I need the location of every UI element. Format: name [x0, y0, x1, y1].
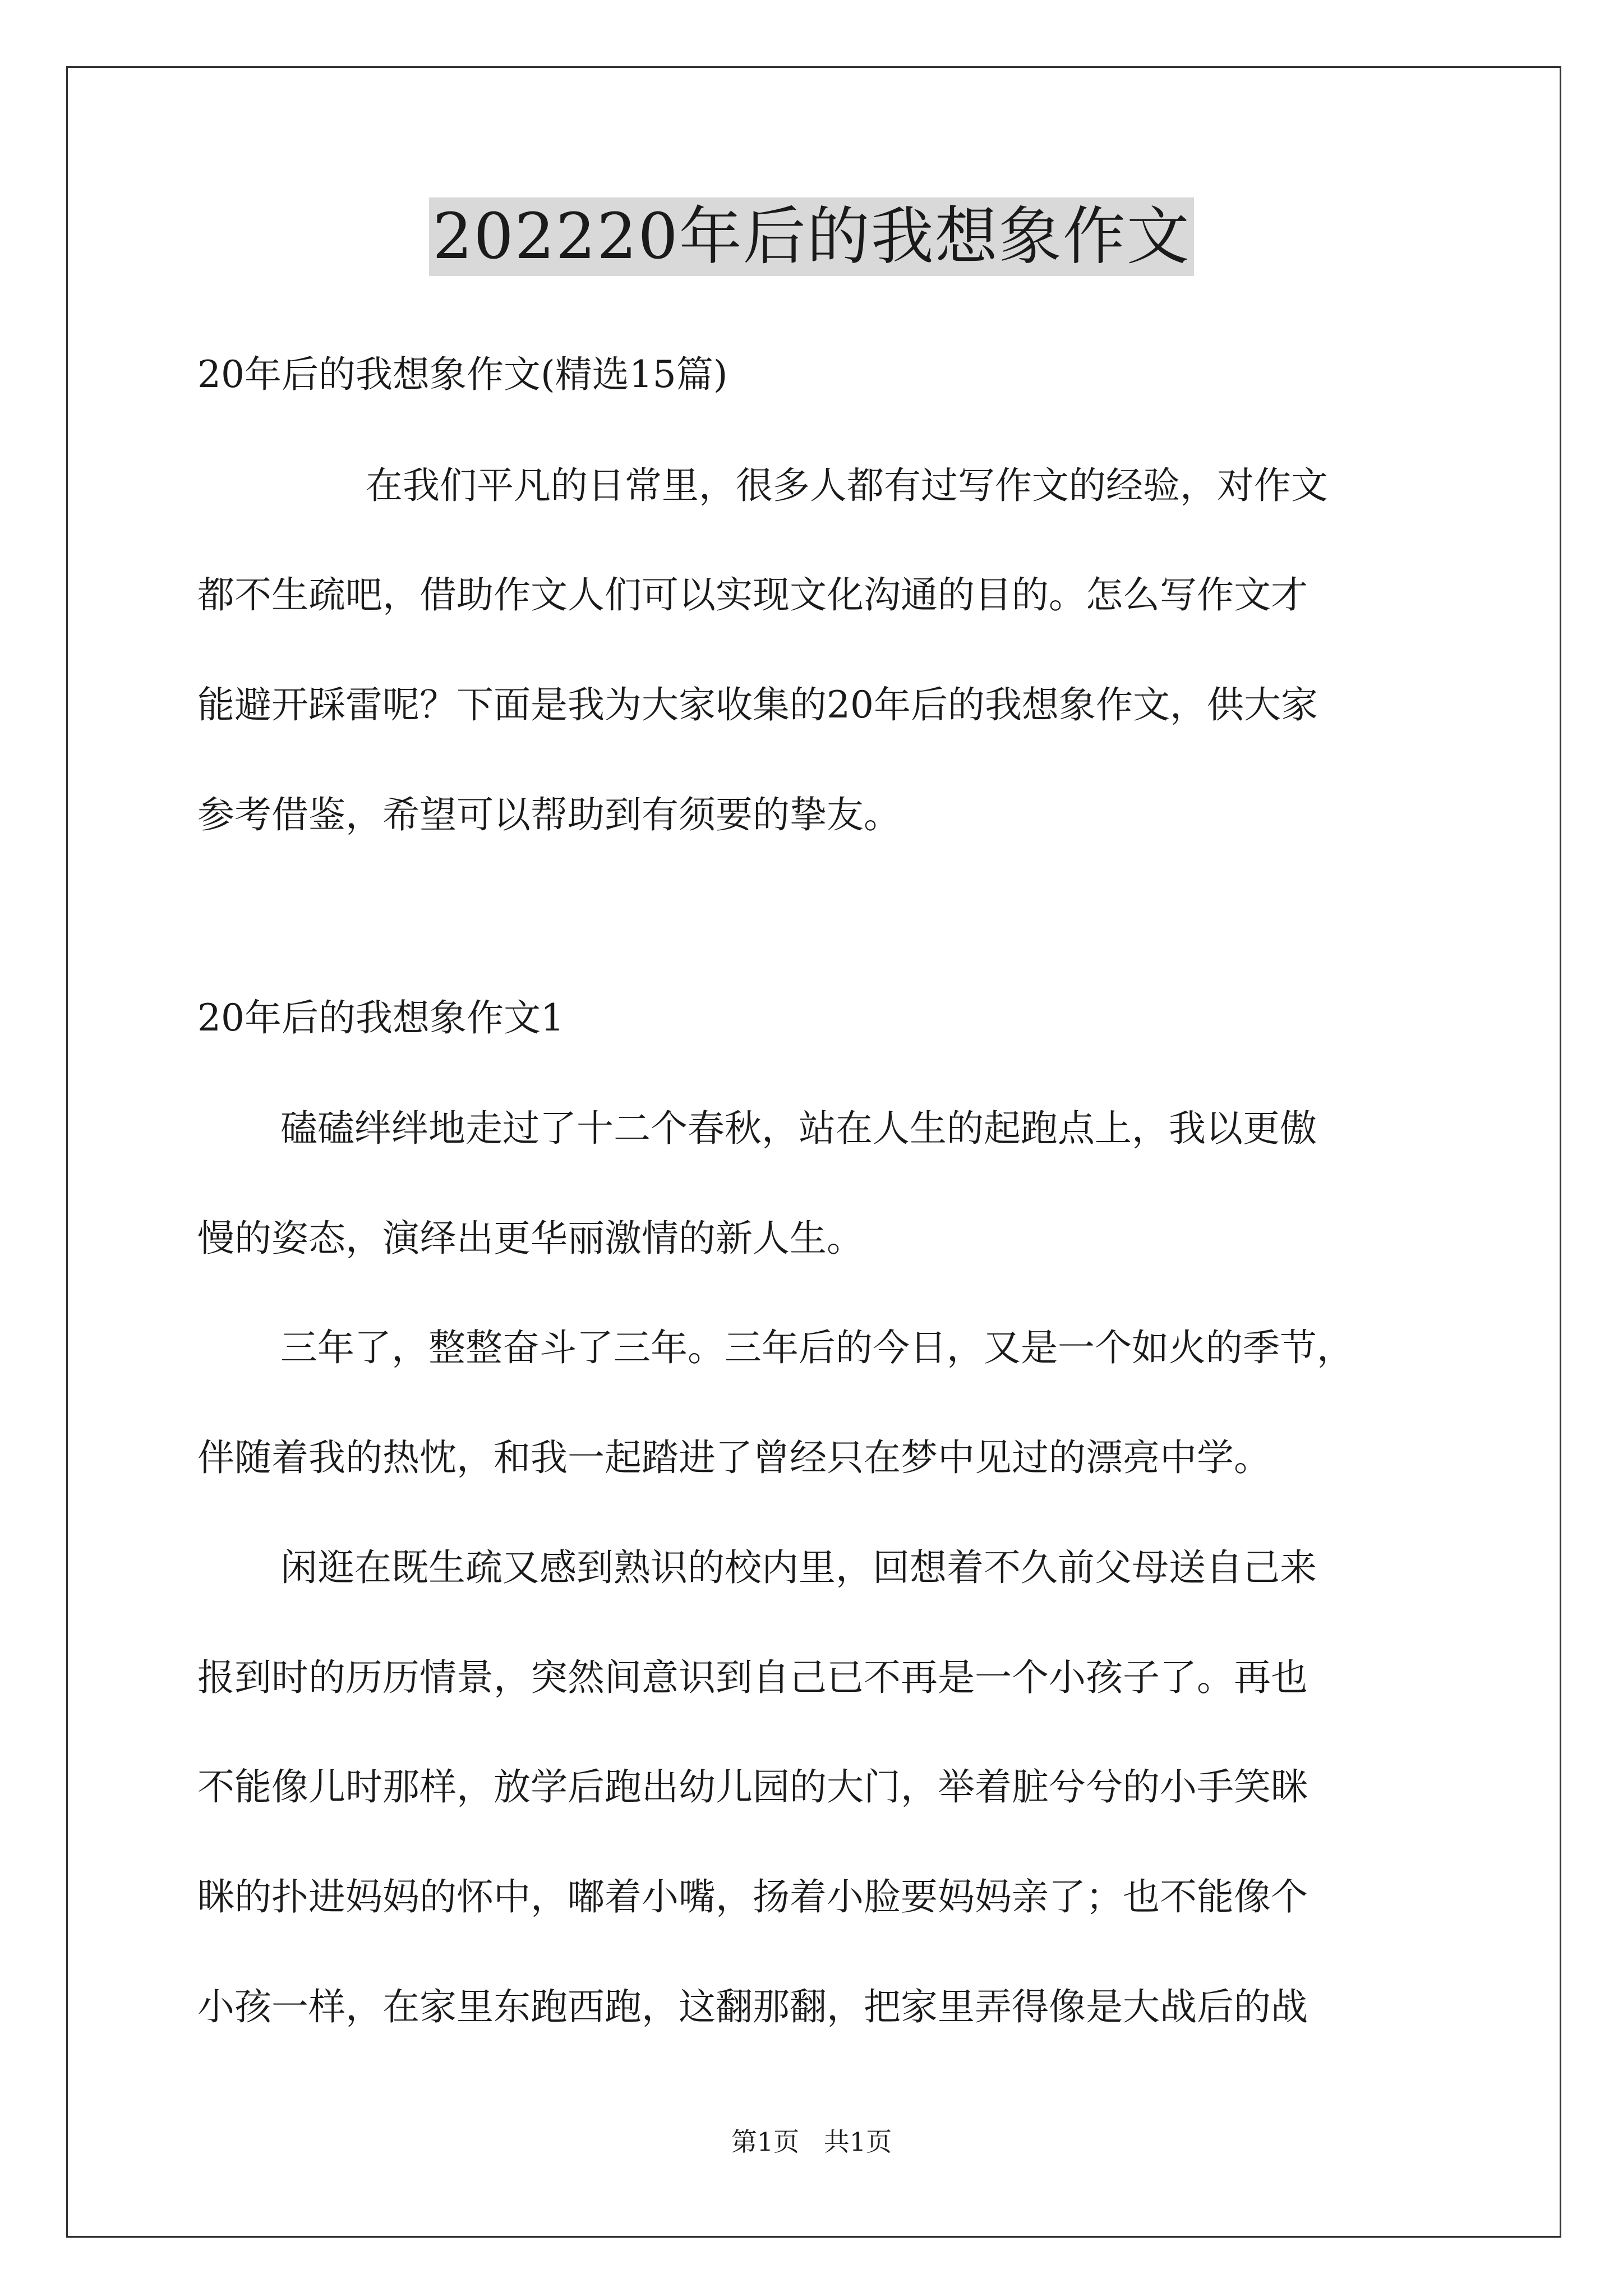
body-line-5: 闲逛在既生疏又感到熟识的校内里，回想着不久前父母送自己来: [280, 1546, 1317, 1589]
body-line-9: 小孩一样，在家里东跑西跑，这翻那翻，把家里弄得像是大战后的战: [197, 1985, 1308, 2028]
intro-line-3: 能避开踩雷呢？下面是我为大家收集的20年后的我想象作文，供大家: [197, 683, 1318, 726]
document-subtitle: 20年后的我想象作文(精选15篇): [197, 353, 728, 396]
body-line-6: 报到时的历历情景，突然间意识到自己已不再是一个小孩子了。再也: [197, 1656, 1308, 1699]
page-number: 第1页 共1页: [731, 2127, 892, 2157]
body-line-2: 慢的姿态，演绎出更华丽激情的新人生。: [197, 1217, 864, 1260]
intro-line-1: 在我们平凡的日常里，很多人都有过写作文的经验，对作文: [366, 464, 1328, 507]
body-line-1: 磕磕绊绊地走过了十二个春秋，站在人生的起跑点上，我以更傲: [280, 1107, 1317, 1150]
document-title: 202220年后的我想象作文: [429, 197, 1194, 276]
section-heading: 20年后的我想象作文1: [197, 996, 564, 1039]
intro-line-4: 参考借鉴，希望可以帮助到有须要的挚友。: [197, 793, 901, 836]
title-container: [0, 197, 1623, 276]
body-line-4: 伴随着我的热忱，和我一起踏进了曾经只在梦中见过的漂亮中学。: [197, 1436, 1271, 1479]
intro-line-2: 都不生疏吧，借助作文人们可以实现文化沟通的目的。怎么写作文才: [197, 573, 1308, 616]
body-line-3: 三年了，整整奋斗了三年。三年后的今日，又是一个如火的季节，: [280, 1326, 1354, 1369]
body-line-7: 不能像儿时那样，放学后跑出幼儿园的大门，举着脏兮兮的小手笑眯: [197, 1765, 1308, 1809]
body-line-8: 眯的扑进妈妈的怀中，嘟着小嘴，扬着小脸要妈妈亲了；也不能像个: [197, 1875, 1308, 1918]
